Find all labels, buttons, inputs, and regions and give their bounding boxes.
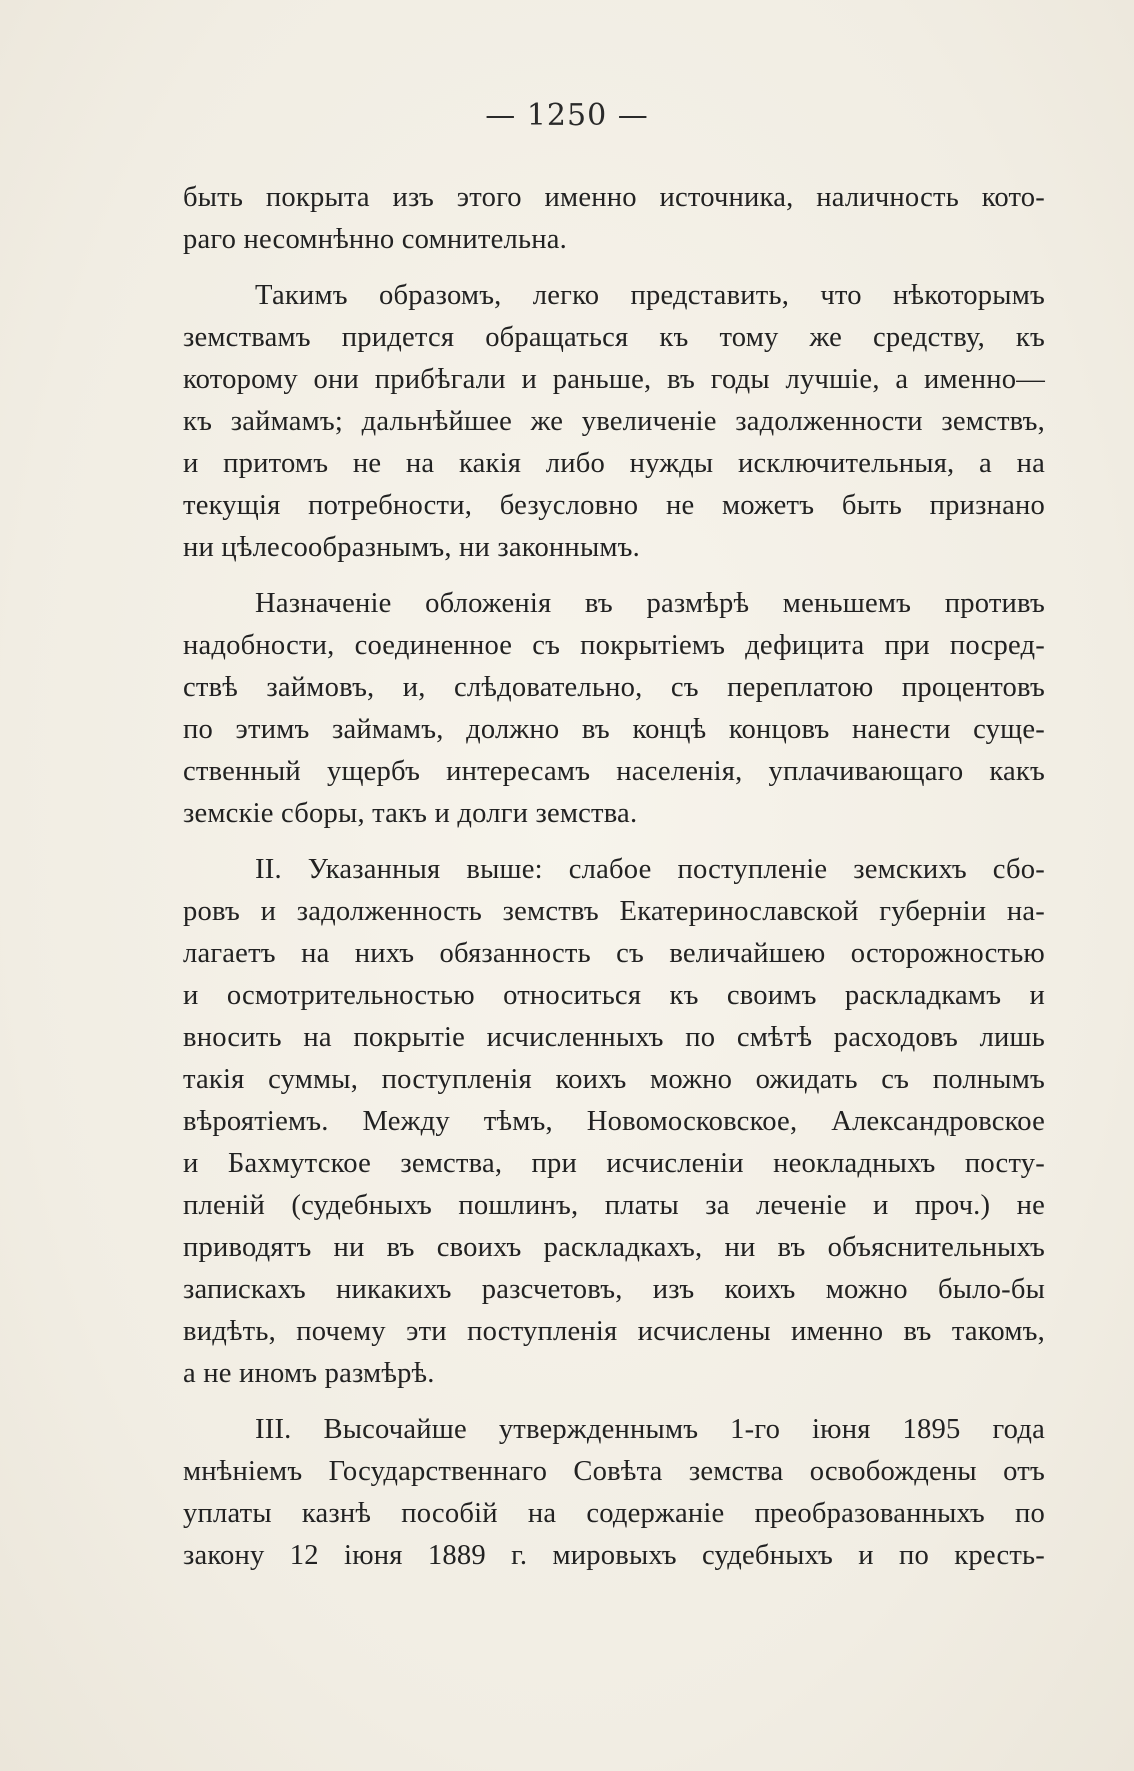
text-line: такія суммы, поступленія коихъ можно ожидать съ полнымъ: [183, 1064, 1045, 1095]
text-line: III. Высочайше утвержденнымъ 1-го іюня 1895 года: [255, 1414, 1045, 1445]
text-line: уплаты казнѣ пособій на содержаніе преобразованныхъ по: [183, 1498, 1045, 1529]
text-line: ровъ и задолженность земствъ Екатеринославской губерніи на-: [183, 896, 1045, 927]
text-line: пленій (судебныхъ пошлинъ, платы за леченіе и проч.) не: [183, 1190, 1045, 1221]
text-line: къ займамъ; дальнѣйшее же увеличеніе задолженности земствъ,: [183, 406, 1045, 437]
text-line: быть покрыта изъ этого именно источника, наличность кото-: [183, 182, 1045, 213]
text-line: видѣть, почему эти поступленія исчислены именно въ такомъ,: [183, 1316, 1045, 1347]
text-line: надобности, соединенное съ покрытіемъ дефицита при посред-: [183, 630, 1045, 661]
text-line: ствѣ займовъ, и, слѣдовательно, съ переплатою процентовъ: [183, 672, 1045, 703]
text-line: Такимъ образомъ, легко представить, что нѣкоторымъ: [255, 280, 1045, 311]
text-line: земствамъ придется обращаться къ тому же средству, къ: [183, 322, 1045, 353]
paragraph: [183, 177, 1045, 261]
paragraph: [183, 1409, 1045, 1577]
text-line: запискахъ никакихъ разсчетовъ, изъ коихъ можно было-бы: [183, 1274, 1045, 1305]
text-line: вносить на покрытіе исчисленныхъ по смѣтѣ расходовъ лишь: [183, 1022, 1045, 1053]
paragraph: [183, 849, 1045, 1395]
text-line: земскіе сборы, такъ и долги земства.: [183, 798, 638, 829]
paragraph: [183, 583, 1045, 835]
text-line: II. Указанныя выше: слабое поступленіе земскихъ сбо-: [255, 854, 1045, 885]
text-line: раго несомнѣнно сомнительна.: [183, 224, 567, 255]
body-text: [183, 177, 1045, 1577]
text-line: закону 12 іюня 1889 г. мировыхъ судебныхъ и по кресть-: [183, 1540, 1045, 1571]
text-line: и Бахмутское земства, при исчисленіи неокладныхъ посту-: [183, 1148, 1045, 1179]
text-line: и осмотрительностью относиться къ своимъ раскладкамъ и: [183, 980, 1045, 1011]
text-line: лагаетъ на нихъ обязанность съ величайшею осторожностью: [183, 938, 1045, 969]
text-line: по этимъ займамъ, должно въ концѣ концовъ нанести суще-: [183, 714, 1045, 745]
page-number: — 1250 —: [485, 98, 649, 133]
text-line: приводятъ ни въ своихъ раскладкахъ, ни въ объяснительныхъ: [183, 1232, 1045, 1263]
text-line: ни цѣлесообразнымъ, ни законнымъ.: [183, 532, 640, 563]
text-line: Назначеніе обложенія въ размѣрѣ меньшемъ противъ: [255, 588, 1045, 619]
text-line: вѣроятіемъ. Между тѣмъ, Новомосковское, Александровское: [183, 1106, 1045, 1137]
paragraph: [183, 275, 1045, 569]
text-line: текущія потребности, безусловно не можетъ быть признано: [183, 490, 1045, 521]
text-line: а не иномъ размѣрѣ.: [183, 1358, 435, 1389]
text-line: которому они прибѣгали и раньше, въ годы лучшіе, а именно—: [183, 364, 1045, 395]
text-line: ственный ущербъ интересамъ населенія, уплачивающаго какъ: [183, 756, 1045, 787]
text-line: мнѣніемъ Государственнаго Совѣта земства освобождены отъ: [183, 1456, 1045, 1487]
text-line: и притомъ не на какія либо нужды исключительныя, а на: [183, 448, 1045, 479]
